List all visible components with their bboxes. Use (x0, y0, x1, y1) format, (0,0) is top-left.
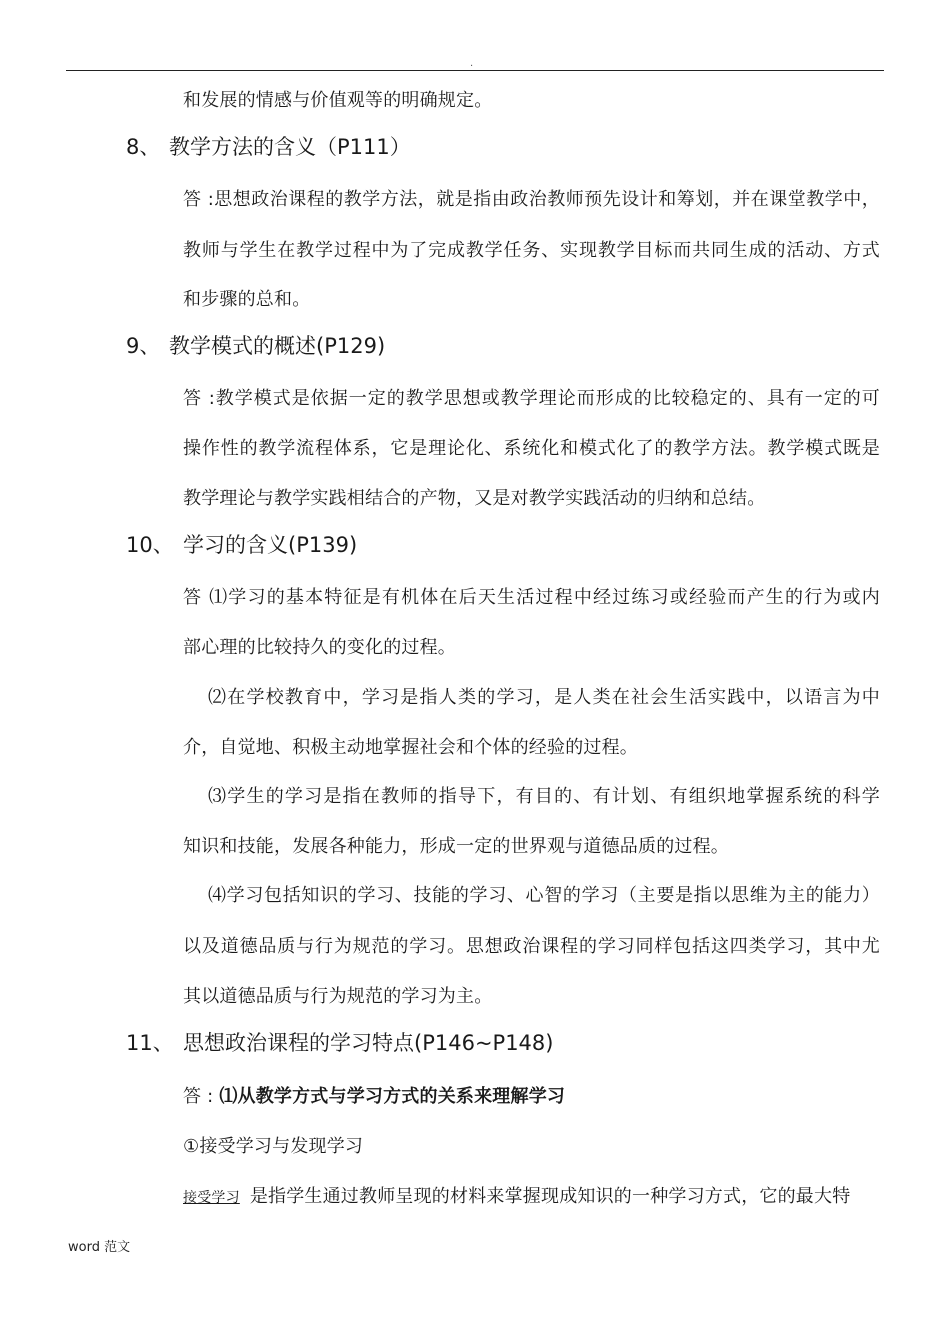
answer-line (183, 1082, 565, 1108)
answer-line: ⑷学习包括知识的学习、技能的学习、心智的学习（主要是指以思维为主的能力） (208, 885, 880, 906)
answer-text: 是指学生通过教师呈现的材料来掌握现成知识的一种学习方式，它的最大特 (249, 1186, 851, 1207)
answer-line: 答 :教学模式是依据一定的教学思想或教学理论而形成的比较稳定的、具有一定的可 (183, 388, 880, 409)
section-number: 10、 (126, 533, 174, 557)
answer-line: 教学理论与教学实践相结合的产物，又是对教学实践活动的归纳和总结。 (183, 488, 766, 509)
answer-prefix: 答 : (183, 1086, 220, 1107)
answer-line: 介，自觉地、积极主动地掌握社会和个体的经验的过程。 (183, 737, 638, 758)
continuation-text: 和发展的情感与价值观等的明确规定。 (183, 90, 493, 111)
answer-line: 答 ⑴学习的基本特征是有机体在后天生活过程中经过练习或经验而产生的行为或内 (183, 587, 880, 608)
section-number: 8、 (126, 135, 161, 159)
header-rule (66, 70, 884, 71)
footer-label: word 范文 (68, 1240, 131, 1255)
answer-line: 操作性的教学流程体系，它是理论化、系统化和模式化了的教学方法。教学模式既是 (183, 438, 880, 459)
answer-line: ①接受学习与发现学习 (183, 1136, 364, 1157)
answer-line: 答 :思想政治课程的教学方法，就是指由政治教师预先设计和筹划，并在课堂教学中， (183, 189, 880, 210)
answer-line: ⑶学生的学习是指在教师的指导下，有目的、有计划、有组织地掌握系统的科学 (208, 786, 880, 807)
section-title: 教学模式的概述(P129) (169, 334, 386, 358)
answer-line: 和步骤的总和。 (183, 289, 311, 310)
answer-line: 知识和技能，发展各种能力，形成一定的世界观与道德品质的过程。 (183, 836, 729, 857)
answer-line: 以及道德品质与行为规范的学习。思想政治课程的学习同样包括这四类学习，其中尤 (183, 936, 880, 957)
answer-line: 其以道德品质与行为规范的学习为主。 (183, 986, 493, 1007)
section-title: 学习的含义(P139) (183, 533, 358, 557)
answer-line: 教师与学生在教学过程中为了完成教学任务、实现教学目标而共同生成的活动、方式 (183, 240, 880, 261)
section-number: 9、 (126, 334, 161, 358)
section-number: 11、 (126, 1031, 174, 1055)
answer-line: ⑵在学校教育中，学习是指人类的学习，是人类在社会生活实践中，以语言为中 (208, 687, 880, 708)
answer-line: 部心理的比较持久的变化的过程。 (183, 637, 456, 658)
section-title: 思想政治课程的学习特点(P146~P148) (183, 1031, 554, 1055)
answer-line (183, 1182, 880, 1208)
underlined-term: 接受学习 (183, 1190, 240, 1206)
header-mark: . (470, 58, 474, 69)
bold-subheading: ⑴从教学方式与学习方式的关系来理解学习 (219, 1086, 566, 1107)
section-title: 教学方法的含义（P111） (169, 135, 411, 159)
